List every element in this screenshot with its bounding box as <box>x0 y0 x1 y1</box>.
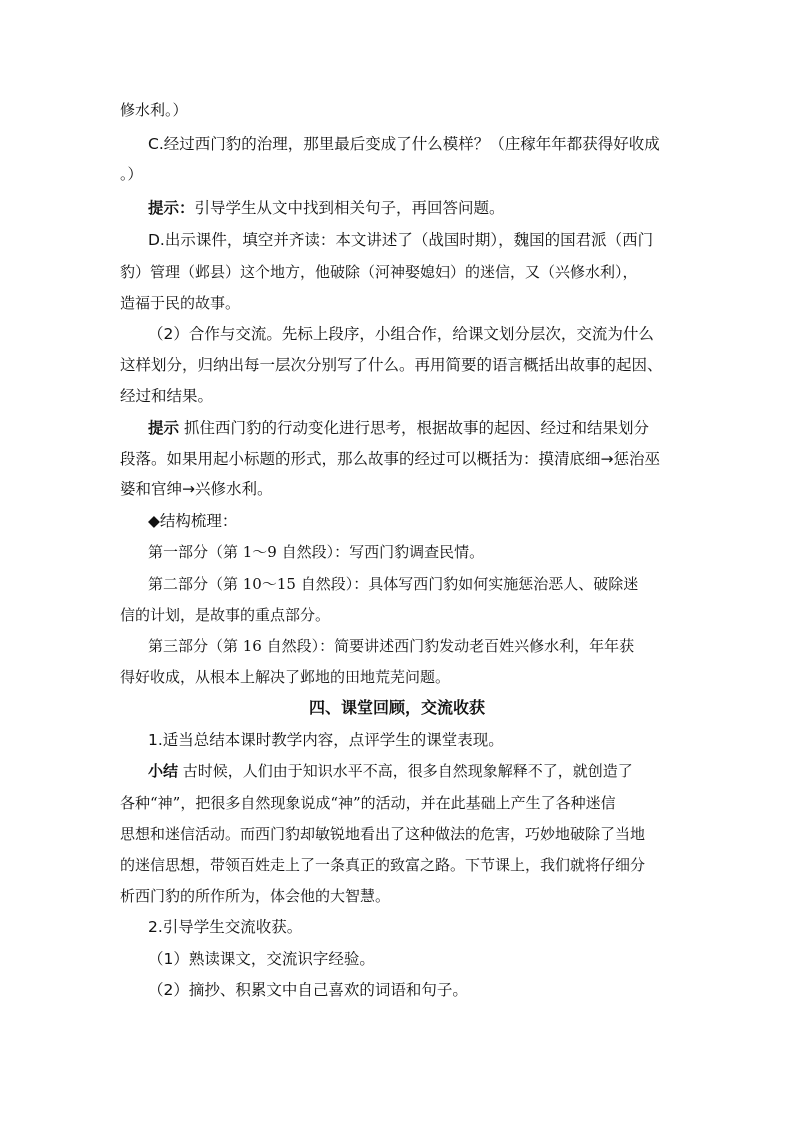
text-line: 第一部分（第 1～9 自然段）：写西门豹调查民情。 <box>148 543 485 561</box>
tip-line: 提示：引导学生从文中找到相关句子，再回答问题。 <box>148 199 505 217</box>
text-line: 1.适当总结本课时教学内容，点评学生的课堂表现。 <box>148 731 504 749</box>
text-line: 得好收成，从根本上解决了邺地的田地荒芜问题。 <box>120 668 451 686</box>
text-line: 信的计划，是故事的重点部分。 <box>120 606 331 624</box>
text-line: 第二部分（第 10～15 自然段）：具体写西门豹如何实施惩治恶人、破除迷 <box>148 575 639 593</box>
text-line: （2）合作与交流。先标上段序，小组合作，给课文划分层次，交流为什么 <box>148 325 654 343</box>
tip-label: 提示： <box>148 199 195 217</box>
text-line: 段落。如果用起小标题的形式，那么故事的经过可以概括为：摸清底细→惩治巫 <box>120 450 660 468</box>
text-line: 豹）管理（邺县）这个地方，他破除（河神娶媳妇）的迷信，又（兴修水利）， <box>120 263 638 281</box>
text-line: 第三部分（第 16 自然段）：简要讲述西门豹发动老百姓兴修水利，年年获 <box>148 637 635 655</box>
text-line: 经过和结果。 <box>120 387 214 405</box>
section-label: ◆结构梳理： <box>148 512 238 530</box>
text-line: D.出示课件，填空并齐读：本文讲述了（战国时期），魏国的国君派（西门 <box>148 231 654 249</box>
text-line: 思想和迷信活动。而西门豹却敏锐地看出了这种做法的危害，巧妙地破除了当地 <box>120 825 646 843</box>
text-line: 婆和官绅→兴修水利。 <box>120 480 273 498</box>
text-line: 各种“神”，把很多自然现象说成“神”的活动，并在此基础上产生了各种迷信 <box>120 794 616 812</box>
summary-line: 小结 古时候，人们由于知识水平不高，很多自然现象解释不了，就创造了 <box>148 762 633 780</box>
list-item: （1）熟读课文，交流识字经验。 <box>148 950 375 968</box>
tip-line: 提示 抓住西门豹的行动变化进行思考，根据故事的起因、经过和结果划分 <box>148 419 649 437</box>
text-line: 的迷信思想，带领百姓走上了一条真正的致富之路。下节课上，我们就将仔细分 <box>120 856 646 874</box>
text-line: 造福于民的故事。 <box>120 294 241 312</box>
tip-label: 提示 <box>148 419 180 437</box>
text-line: 修水利。） <box>120 101 188 119</box>
text-line: C.经过西门豹的治理，那里最后变成了什么模样？（庄稼年年都获得好收成 <box>148 135 660 153</box>
text-line: 这样划分，归纳出每一层次分别写了什么。再用简要的语言概括出故事的起因、 <box>120 356 663 374</box>
text-line: 2.引导学生交流收获。 <box>148 918 303 936</box>
summary-label: 小结 <box>148 762 179 780</box>
text-line: 析西门豹的所作所为，体会他的大智慧。 <box>120 887 391 905</box>
section-heading: 四、课堂回顾，交流收获 <box>308 698 485 717</box>
text-line: 。） <box>120 165 143 183</box>
list-item: （2）摘抄、积累文中自己喜欢的词语和句子。 <box>148 981 468 999</box>
